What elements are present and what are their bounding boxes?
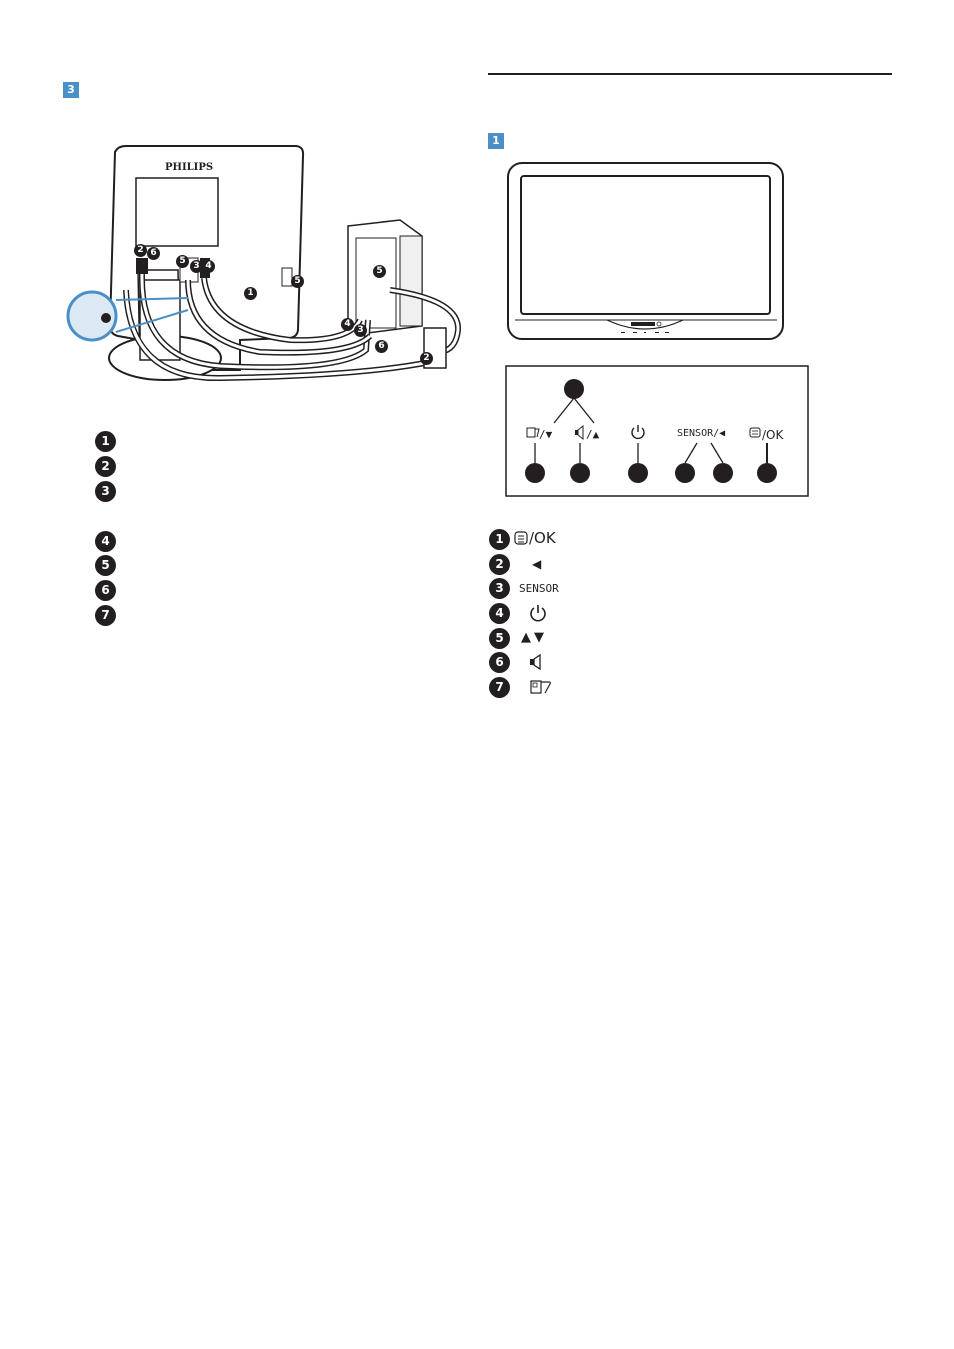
diagram-callout-3: 3: [190, 260, 203, 273]
section-badge-3: 3: [63, 82, 79, 98]
diagram-callout-1: 1: [244, 287, 257, 300]
btn-label-ok: /OK: [762, 428, 784, 442]
diagram-callout-3b: 3: [354, 324, 367, 337]
menu-icon: [514, 531, 528, 545]
right-legend-6: 6: [489, 652, 510, 673]
diagram-callout-2b: 2: [420, 352, 433, 365]
right-legend-4: 4: [489, 603, 510, 624]
smartimage-icon: [530, 679, 552, 695]
left-legend-1: 1: [95, 431, 116, 452]
diagram-callout-6b: 6: [375, 340, 388, 353]
section-badge-1: 1: [488, 133, 504, 149]
right-legend-7: 7: [489, 677, 510, 698]
left-legend-7: 7: [95, 605, 116, 626]
right-legend-2: 2: [489, 554, 510, 575]
left-legend-3: 3: [95, 481, 116, 502]
diagram-callout-2: 2: [134, 244, 147, 257]
speaker-icon: [529, 654, 545, 670]
diagram-callout-5: 5: [176, 255, 189, 268]
front-monitor-diagram: [507, 162, 785, 342]
btn-label-smartimage: /▼: [539, 428, 553, 441]
diagram-callout-6: 6: [147, 247, 160, 260]
right-legend-3: 3: [489, 578, 510, 599]
left-legend-2: 2: [95, 456, 116, 477]
rear-connection-diagram: [60, 140, 480, 400]
right-legend-5: 5: [489, 628, 510, 649]
right-legend-1: 1: [489, 529, 510, 550]
diagram-callout-4: 4: [202, 260, 215, 273]
right-legend-symbol-3: SENSOR: [519, 582, 559, 595]
diagram-callout-5b: 5: [291, 275, 304, 288]
diagram-callout-5c: 5: [373, 265, 386, 278]
section-divider: [488, 73, 892, 75]
btn-label-volume: /▲: [586, 428, 600, 441]
left-legend-4: 4: [95, 531, 116, 552]
right-legend-symbol-2: ◀: [532, 557, 542, 571]
btn-label-sensor: SENSOR/◀: [677, 428, 726, 439]
left-legend-5: 5: [95, 555, 116, 576]
right-legend-symbol-5: ▲▼: [521, 630, 547, 645]
diagram-callout-4b: 4: [341, 318, 354, 331]
power-icon: [528, 603, 548, 623]
brand-logo: PHILIPS: [165, 162, 214, 173]
left-legend-6: 6: [95, 580, 116, 601]
right-legend-symbol-1: /OK: [529, 529, 556, 547]
